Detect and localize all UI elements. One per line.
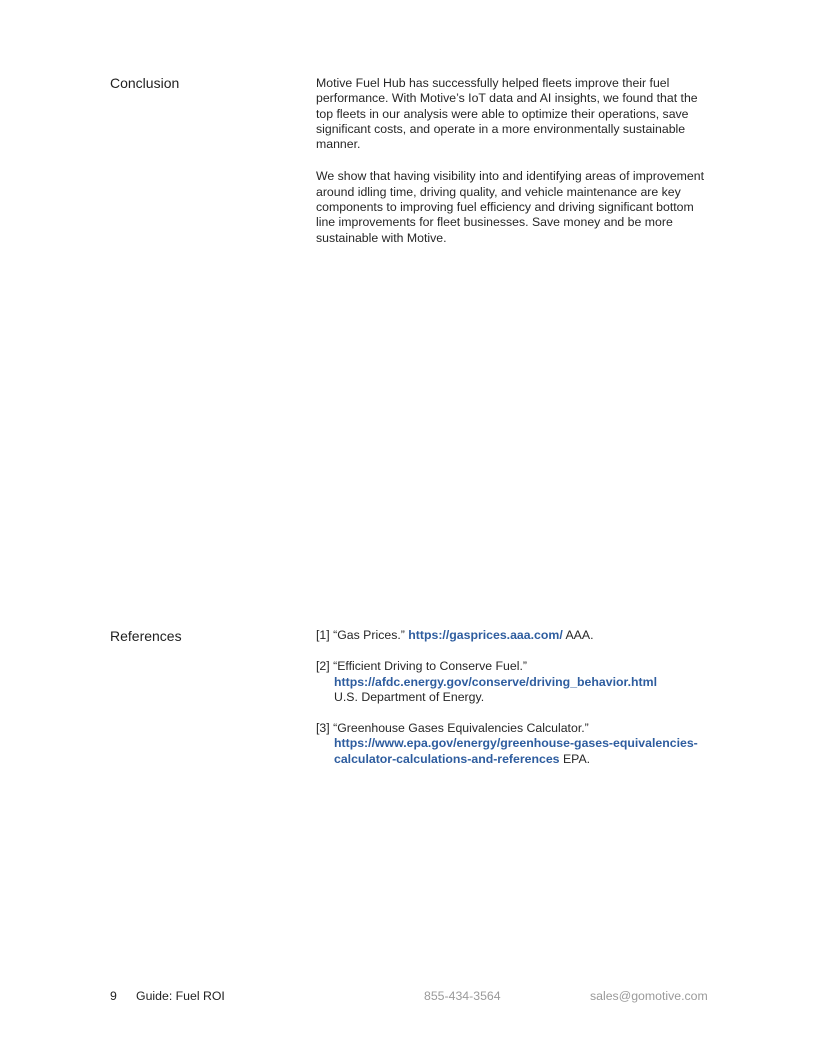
reference-title: “Gas Prices.” xyxy=(333,628,405,642)
reference-link[interactable]: https://gasprices.aaa.com/ xyxy=(408,628,563,642)
reference-title: “Greenhouse Gases Equivalencies Calculator.” xyxy=(333,721,589,736)
reference-source: AAA. xyxy=(565,628,594,642)
reference-link[interactable]: https://afdc.energy.gov/conserve/driving_behavior.html xyxy=(334,674,657,689)
footer-guide-title: Guide: Fuel ROI xyxy=(136,989,225,1003)
conclusion-heading: Conclusion xyxy=(110,75,180,91)
conclusion-paragraph: We show that having visibility into and identifying areas of improvement around idling time, driving quality, and vehicle maintenance are key components to improving fuel efficiency and driving significant bottom line improvements for fleet businesses. Save money and be more sustainable with Motive. xyxy=(316,169,705,245)
reference-link-line xyxy=(316,675,711,690)
reference-number: [3] xyxy=(316,721,330,736)
reference-link-line xyxy=(316,736,711,751)
reference-title: “Efficient Driving to Conserve Fuel.” xyxy=(333,659,527,674)
reference-link[interactable]: calculator-calculations-and-references xyxy=(334,751,560,766)
references-list xyxy=(316,628,711,783)
reference-source: EPA. xyxy=(562,751,591,766)
references-heading: References xyxy=(110,628,182,644)
reference-number: [2] xyxy=(316,659,330,674)
conclusion-body xyxy=(316,76,711,263)
footer-email: sales@gomotive.com xyxy=(590,989,708,1003)
conclusion-paragraph: Motive Fuel Hub has successfully helped fleets improve their fuel performance. With Motive’s IoT data and AI insights, we found that the top fleets in our analysis were able to optimize their operations, save significant costs, and operate in a more environmentally sustainable manner. xyxy=(316,76,698,152)
reference-item-2 xyxy=(316,659,711,705)
reference-link-line xyxy=(316,752,711,767)
reference-number: [1] xyxy=(316,628,330,642)
reference-item-3 xyxy=(316,721,711,767)
reference-item-1 xyxy=(316,628,711,643)
reference-source: U.S. Department of Energy. xyxy=(334,689,485,704)
reference-link[interactable]: https://www.epa.gov/energy/greenhouse-gases-equivalencies- xyxy=(334,736,698,751)
footer-page-number: 9 xyxy=(110,989,117,1003)
footer-phone: 855-434-3564 xyxy=(424,989,501,1003)
